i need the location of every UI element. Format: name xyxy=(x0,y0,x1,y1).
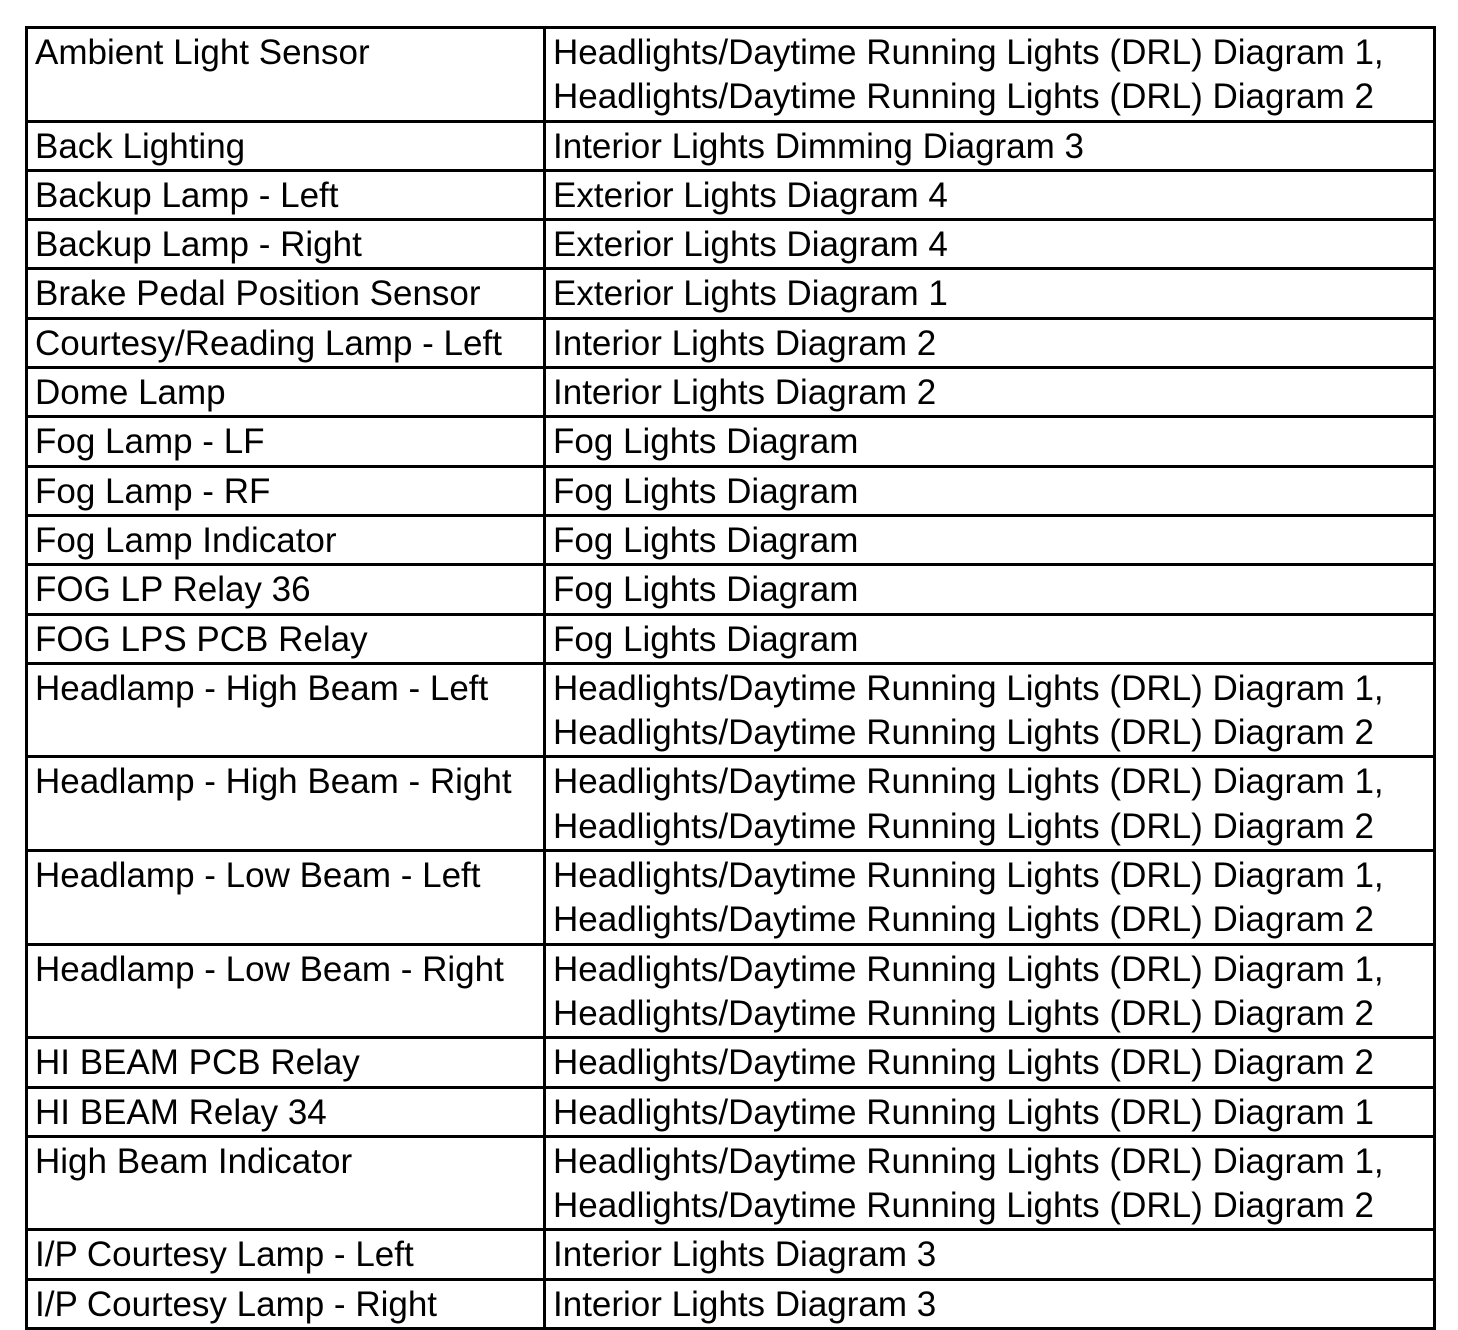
component-cell: Backup Lamp - Right xyxy=(27,220,545,269)
component-cell: Headlamp - High Beam - Right xyxy=(27,757,545,851)
component-cell: I/P Courtesy Lamp - Left xyxy=(27,1230,545,1279)
component-cell: I/P Courtesy Lamp - Right xyxy=(27,1279,545,1328)
component-cell: Headlamp - Low Beam - Right xyxy=(27,944,545,1038)
diagram-cell: Headlights/Daytime Running Lights (DRL) Diagram 1, Headlights/Daytime Running Lights (DRL) Diagram 2 xyxy=(545,663,1435,757)
diagram-cell: Fog Lights Diagram xyxy=(545,614,1435,663)
diagram-cell: Exterior Lights Diagram 4 xyxy=(545,220,1435,269)
table-row xyxy=(27,318,1435,367)
component-cell: High Beam Indicator xyxy=(27,1136,545,1230)
table-row xyxy=(27,851,1435,945)
table-row xyxy=(27,565,1435,614)
table-row xyxy=(27,1087,1435,1136)
component-cell: Courtesy/Reading Lamp - Left xyxy=(27,318,545,367)
component-cell: Headlamp - Low Beam - Left xyxy=(27,851,545,945)
diagram-cell: Headlights/Daytime Running Lights (DRL) Diagram 1, Headlights/Daytime Running Lights (DRL) Diagram 2 xyxy=(545,851,1435,945)
component-diagram-table xyxy=(25,26,1436,1330)
component-cell: HI BEAM Relay 34 xyxy=(27,1087,545,1136)
diagram-cell: Interior Lights Dimming Diagram 3 xyxy=(545,121,1435,170)
diagram-cell: Headlights/Daytime Running Lights (DRL) Diagram 1, Headlights/Daytime Running Lights (DRL) Diagram 2 xyxy=(545,944,1435,1038)
diagram-cell: Interior Lights Diagram 3 xyxy=(545,1230,1435,1279)
table-row xyxy=(27,28,1435,122)
table-row xyxy=(27,417,1435,466)
table-row xyxy=(27,170,1435,219)
diagram-cell: Fog Lights Diagram xyxy=(545,515,1435,564)
component-cell: Headlamp - High Beam - Left xyxy=(27,663,545,757)
table-row xyxy=(27,1136,1435,1230)
table-row xyxy=(27,663,1435,757)
diagram-cell: Exterior Lights Diagram 4 xyxy=(545,170,1435,219)
table-row xyxy=(27,121,1435,170)
component-cell: FOG LP Relay 36 xyxy=(27,565,545,614)
table-row xyxy=(27,1230,1435,1279)
table-row xyxy=(27,515,1435,564)
component-cell: Backup Lamp - Left xyxy=(27,170,545,219)
diagram-cell: Fog Lights Diagram xyxy=(545,417,1435,466)
component-cell: HI BEAM PCB Relay xyxy=(27,1038,545,1087)
diagram-cell: Headlights/Daytime Running Lights (DRL) Diagram 1, Headlights/Daytime Running Lights (DRL) Diagram 2 xyxy=(545,1136,1435,1230)
table-row xyxy=(27,614,1435,663)
component-cell: Back Lighting xyxy=(27,121,545,170)
diagram-cell: Headlights/Daytime Running Lights (DRL) Diagram 1, Headlights/Daytime Running Lights (DRL) Diagram 2 xyxy=(545,28,1435,122)
diagram-cell: Headlights/Daytime Running Lights (DRL) Diagram 1, Headlights/Daytime Running Lights (DRL) Diagram 2 xyxy=(545,757,1435,851)
diagram-cell: Headlights/Daytime Running Lights (DRL) Diagram 2 xyxy=(545,1038,1435,1087)
component-cell: Dome Lamp xyxy=(27,368,545,417)
diagram-cell: Fog Lights Diagram xyxy=(545,466,1435,515)
component-cell: Fog Lamp - LF xyxy=(27,417,545,466)
component-cell: Brake Pedal Position Sensor xyxy=(27,269,545,318)
table-row xyxy=(27,368,1435,417)
diagram-cell: Headlights/Daytime Running Lights (DRL) Diagram 1 xyxy=(545,1087,1435,1136)
component-cell: Fog Lamp Indicator xyxy=(27,515,545,564)
table-row xyxy=(27,269,1435,318)
diagram-cell: Exterior Lights Diagram 1 xyxy=(545,269,1435,318)
diagram-cell: Interior Lights Diagram 3 xyxy=(545,1279,1435,1328)
table-row xyxy=(27,220,1435,269)
table-body xyxy=(27,28,1435,1329)
table-row xyxy=(27,944,1435,1038)
table-row xyxy=(27,1279,1435,1328)
diagram-cell: Interior Lights Diagram 2 xyxy=(545,318,1435,367)
component-cell: Fog Lamp - RF xyxy=(27,466,545,515)
component-cell: Ambient Light Sensor xyxy=(27,28,545,122)
table-row xyxy=(27,466,1435,515)
diagram-cell: Interior Lights Diagram 2 xyxy=(545,368,1435,417)
component-cell: FOG LPS PCB Relay xyxy=(27,614,545,663)
table-row xyxy=(27,757,1435,851)
table-row xyxy=(27,1038,1435,1087)
diagram-cell: Fog Lights Diagram xyxy=(545,565,1435,614)
